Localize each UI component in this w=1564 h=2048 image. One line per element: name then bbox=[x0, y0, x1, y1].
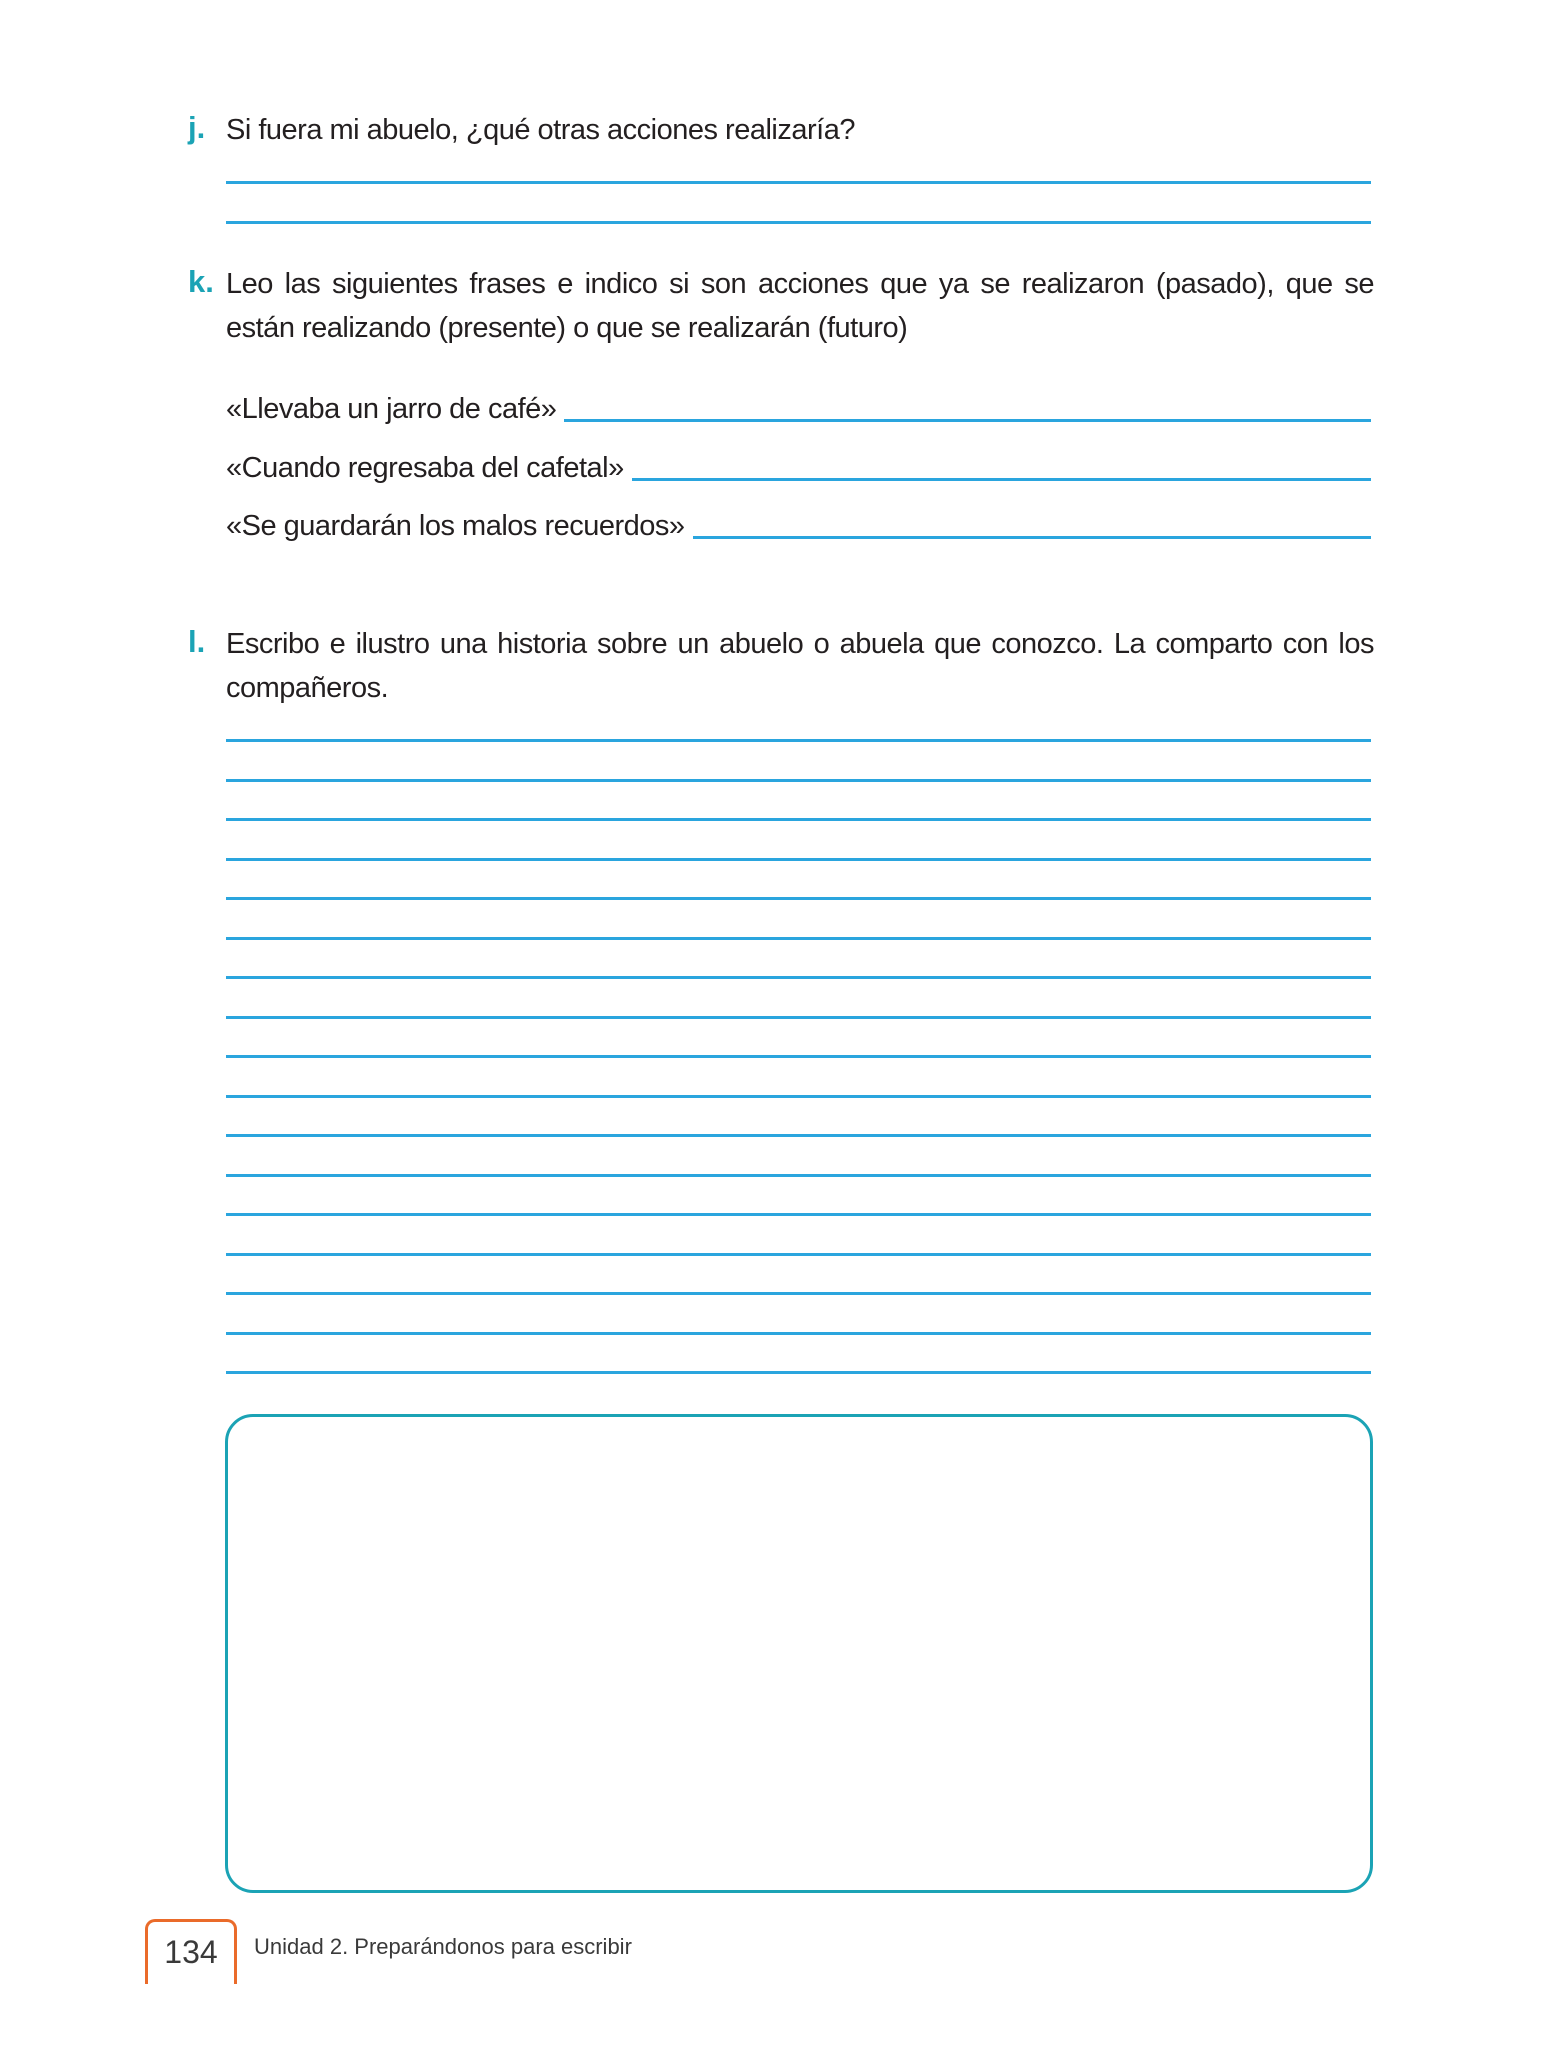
answer-line-j-1[interactable] bbox=[226, 181, 1371, 184]
item-l-question: Escribo e ilustro una historia sobre un abuelo o abuela que conozco. La comparto con los compañeros. bbox=[226, 628, 1374, 704]
answer-line[interactable] bbox=[693, 536, 1371, 539]
writing-line[interactable] bbox=[226, 779, 1371, 782]
answer-line[interactable] bbox=[632, 478, 1371, 481]
writing-line[interactable] bbox=[226, 937, 1371, 940]
item-k-label: k. bbox=[188, 264, 214, 299]
answer-line[interactable] bbox=[564, 419, 1371, 422]
phrase-text: «Se guardarán los malos recuerdos» bbox=[226, 510, 685, 542]
writing-line[interactable] bbox=[226, 739, 1371, 742]
writing-line[interactable] bbox=[226, 976, 1371, 979]
phrase-text: «Cuando regresaba del cafetal» bbox=[226, 452, 624, 484]
writing-line[interactable] bbox=[226, 897, 1371, 900]
item-l-label: l. bbox=[188, 624, 206, 659]
writing-line[interactable] bbox=[226, 1016, 1371, 1019]
writing-line[interactable] bbox=[226, 858, 1371, 861]
writing-line[interactable] bbox=[226, 818, 1371, 821]
illustration-box[interactable] bbox=[225, 1414, 1373, 1893]
writing-line[interactable] bbox=[226, 1213, 1371, 1216]
writing-line[interactable] bbox=[226, 1055, 1371, 1058]
writing-line[interactable] bbox=[226, 1292, 1371, 1295]
phrase-row-1 bbox=[226, 393, 1371, 426]
phrase-row-3 bbox=[226, 510, 1371, 543]
page-number: 134 bbox=[145, 1919, 237, 1984]
writing-line[interactable] bbox=[226, 1253, 1371, 1256]
writing-line[interactable] bbox=[226, 1174, 1371, 1177]
writing-line[interactable] bbox=[226, 1371, 1371, 1374]
unit-title: Unidad 2. Preparándonos para escribir bbox=[254, 1934, 632, 1959]
writing-line[interactable] bbox=[226, 1332, 1371, 1335]
phrase-row-2 bbox=[226, 452, 1371, 485]
item-j-question: Si fuera mi abuelo, ¿qué otras acciones realizaría? bbox=[226, 114, 855, 146]
item-k-question: Leo las siguientes frases e indico si son acciones que ya se realizaron (pasado), que se están realizando (presente) o que se realizarán (futuro) bbox=[226, 268, 1374, 344]
phrase-text: «Llevaba un jarro de café» bbox=[226, 393, 557, 425]
answer-line-j-2[interactable] bbox=[226, 221, 1371, 224]
writing-line[interactable] bbox=[226, 1134, 1371, 1137]
item-j-label: j. bbox=[188, 110, 206, 145]
writing-line[interactable] bbox=[226, 1095, 1371, 1098]
